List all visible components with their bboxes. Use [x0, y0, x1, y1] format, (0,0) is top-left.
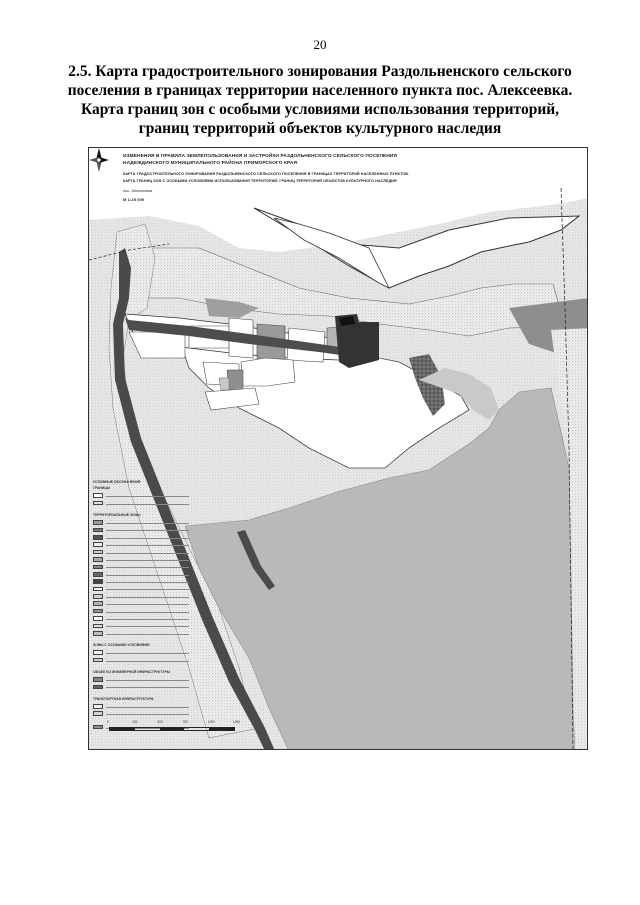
legend-label: [106, 659, 189, 662]
legend-swatch: [93, 579, 103, 584]
map-subheader-line-1: КАРТА ГРАДОСТРОИТЕЛЬНОГО ЗОНИРОВАНИЯ РАЗДОЛЬНЕНСКОГО СЕЛЬСКОГО ПОСЕЛЕНИЯ В ГРАНИЦАХ ТЕРРИТОРИЙ НАСЕЛЕННЫХ ПУНКТОВ.: [123, 172, 410, 176]
legend-row: [93, 499, 189, 506]
north-arrow-icon: [89, 148, 109, 172]
page-number: 20: [313, 37, 327, 52]
legend-label: [106, 536, 189, 539]
legend-group: [93, 697, 189, 718]
legend-group-heading: ТЕРРИТОРИАЛЬНЫЕ ЗОНЫ: [93, 512, 141, 517]
legend-swatch: [93, 631, 103, 636]
legend-swatch: [93, 601, 103, 606]
legend-label: [106, 587, 189, 590]
legend-group-heading: ТРАНСПОРТНАЯ ИНФРАСТРУКТУРА: [93, 696, 154, 701]
legend-row: [93, 607, 189, 614]
legend-row: [93, 710, 189, 717]
section-title-line-2: поселения в границах территории населенного пункта пос. Алексеевка.: [67, 82, 573, 99]
legend-title: УСЛОВНЫЕ ОБОЗНАЧЕНИЯ: [93, 480, 141, 484]
legend-row: [93, 656, 189, 663]
zoning-map: [88, 147, 588, 750]
legend-label: [106, 610, 189, 613]
parcel-small-light: [219, 378, 229, 390]
legend-label: [106, 573, 189, 576]
legend-row: [93, 526, 189, 533]
legend-label: [106, 494, 189, 497]
legend-label: [106, 651, 189, 654]
legend-label: [106, 712, 189, 715]
parcel-small-dark: [227, 370, 243, 392]
legend-swatch: [93, 624, 103, 629]
legend-row: [93, 630, 189, 637]
legend-swatch: [93, 565, 103, 570]
legend-row: [93, 571, 189, 578]
scale-bar-label: 1250: [233, 720, 241, 724]
legend-swatch: [93, 677, 103, 682]
legend-swatch: [93, 650, 103, 655]
legend-row: [93, 548, 189, 555]
scale-bar: [109, 727, 235, 731]
legend-row: [93, 585, 189, 592]
scale-bar-label: 1000: [207, 720, 215, 724]
legend-swatch: [93, 501, 103, 506]
legend-swatch: [93, 685, 103, 690]
section-title-line-1: 2.5. Карта градостроительного зонирования Раздольненского сельского: [68, 63, 572, 80]
map-header-line-2: НАДЕЖДИНСКОГО МУНИЦИПАЛЬНОГО РАЙОНА ПРИМОРСКОГО КРАЯ: [123, 161, 298, 166]
legend-swatch: [93, 572, 103, 577]
legend-group: [93, 486, 189, 507]
legend-swatch: [93, 535, 103, 540]
map-subheader-line-2: КАРТА ГРАНИЦ ЗОН С ОСОБЫМИ УСЛОВИЯМИ ИСПОЛЬЗОВАНИЯ ТЕРРИТОРИЙ, ГРАНИЦ ТЕРРИТОРИЙ ОБЪЕКТОВ КУЛЬТУРНОГО НАСЛЕДИЯ: [123, 179, 397, 183]
section-title-line-3: Карта границ зон с особыми условиями использования территорий,: [80, 101, 560, 118]
legend-label: [106, 595, 189, 598]
legend-group: [93, 670, 189, 691]
legend-group-heading: ЗОНЫ С ОСОБЫМИ УСЛОВИЯМИ: [93, 643, 150, 648]
legend-group: [93, 643, 189, 664]
legend-label: [106, 502, 189, 505]
parcel-6: [241, 358, 295, 386]
scale-bar-label: 0: [107, 720, 109, 724]
legend-label: [106, 551, 189, 554]
section-title: [60, 62, 580, 138]
map-settlement-name: пос. Алексеевка: [123, 189, 153, 193]
legend-row: [93, 541, 189, 548]
legend-row: [93, 519, 189, 526]
legend-row: [93, 578, 189, 585]
section-title-line-4: границ территорий объектов культурного наследия: [138, 120, 502, 137]
legend-label: [106, 632, 189, 635]
map-header-line-1: ИЗМЕНЕНИЯ В ПРАВИЛА ЗЕМЛЕПОЛЬЗОВАНИЯ И ЗАСТРОЙКИ РАЗДОЛЬНЕНСКОГО СЕЛЬСКОГО ПОСЕЛЕНИЯ: [123, 154, 397, 159]
legend-row: [93, 703, 189, 710]
legend-row: [93, 492, 189, 499]
legend-label: [106, 678, 189, 681]
legend-row: [93, 649, 189, 656]
legend-label: [106, 624, 189, 627]
legend-group: [93, 513, 189, 637]
legend-label: [106, 685, 189, 688]
legend-swatch: [93, 493, 103, 498]
legend-swatch: [93, 616, 103, 621]
legend-label: [106, 543, 189, 546]
legend-label: [106, 558, 189, 561]
legend-row: [93, 676, 189, 683]
legend-row: [93, 556, 189, 563]
legend-label: [106, 602, 189, 605]
legend-row: [93, 563, 189, 570]
legend-group-heading: ОБЪЕКТЫ ИНЖЕНЕРНОЙ ИНФРАСТРУКТУРЫ: [93, 669, 171, 674]
legend-label: [106, 528, 189, 531]
legend-swatch: [93, 550, 103, 555]
legend-label: [106, 521, 189, 524]
legend-row: [93, 534, 189, 541]
legend-swatch: [93, 587, 103, 592]
map-scale: М 1:25 000: [123, 197, 145, 202]
legend-swatch: [93, 725, 103, 730]
legend-row: [93, 593, 189, 600]
legend-label: [106, 580, 189, 583]
legend-swatch: [93, 711, 103, 716]
legend-swatch: [93, 528, 103, 533]
legend-label: [106, 565, 189, 568]
scale-bar-label: 250: [132, 720, 138, 724]
legend-swatch: [93, 542, 103, 547]
legend-row: [93, 622, 189, 629]
map-legend: [93, 480, 189, 737]
legend-swatch: [93, 658, 103, 663]
legend-swatch: [93, 557, 103, 562]
scale-bar-label: 500: [157, 720, 163, 724]
legend-swatch: [93, 520, 103, 525]
legend-swatch: [93, 609, 103, 614]
legend-label: [106, 617, 189, 620]
legend-row: [93, 600, 189, 607]
legend-row: [93, 683, 189, 690]
scale-bar-label: 750: [182, 720, 188, 724]
legend-label: [106, 705, 189, 708]
legend-row: [93, 615, 189, 622]
legend-swatch: [93, 704, 103, 709]
legend-swatch: [93, 594, 103, 599]
legend-group-heading: ГРАНИЦЫ: [93, 486, 111, 490]
